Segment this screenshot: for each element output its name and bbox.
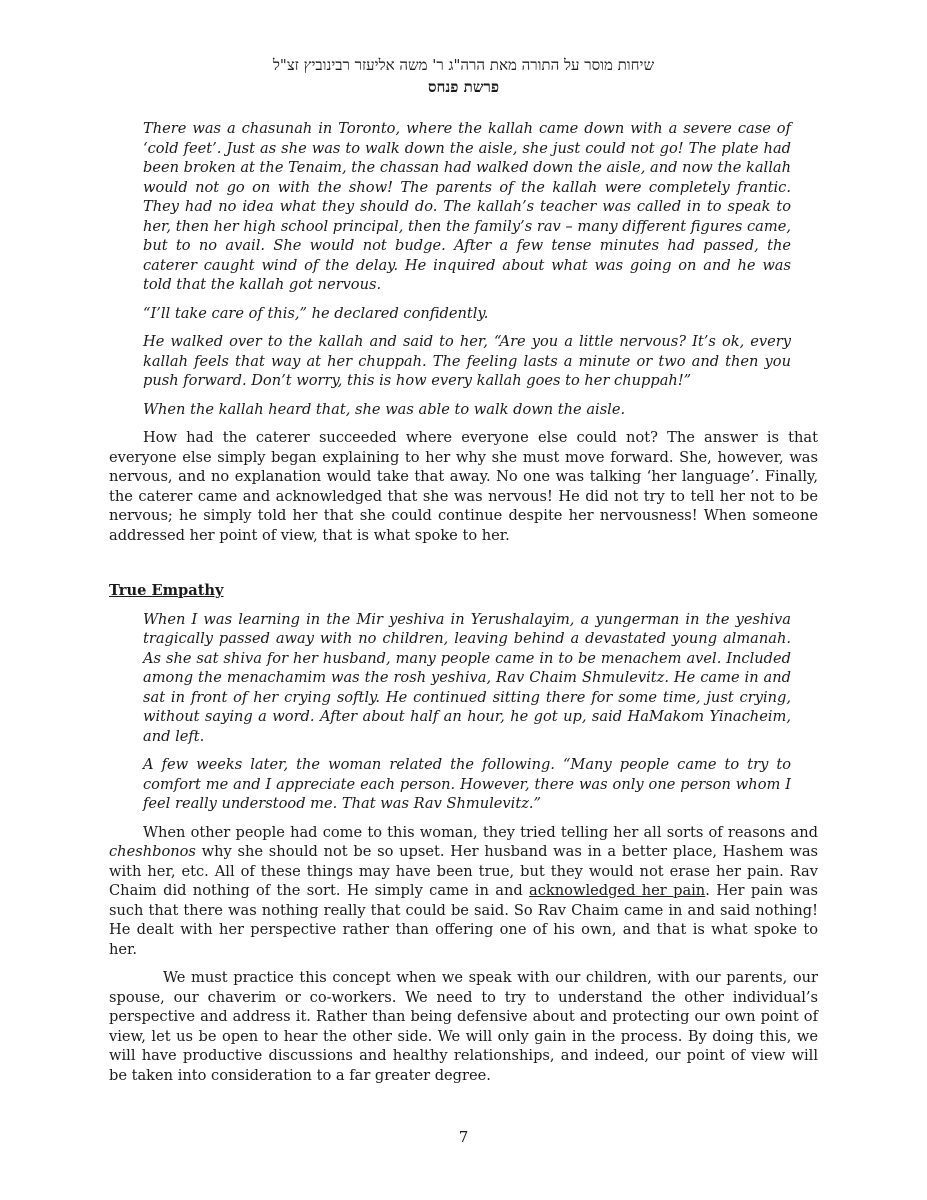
story-quote-woman-relates: A few weeks later, the woman related the following. “Many people came to try to comfort me and I appreciate each person. However, there was only one person whom I feel really understood me. That was Rav Shmulevitz.” <box>143 756 791 812</box>
cheshbonos-term: cheshbonos <box>109 843 196 860</box>
empathy-text-end: . Her pain was such that there was nothing really that could be said. So Rav Chaim came in and said nothing! He dealt with her perspective rather than offering one of his own, and that is what spoke to her. <box>109 882 819 958</box>
header-title: שיחות מוסר על התורה מאת הרה"ג ר' משה אליעזר רבינוביץ זצ"ל <box>272 56 655 74</box>
acknowledged-pain-underlined: acknowledged her pain <box>529 882 706 899</box>
empathy-text-start: When other people had come to this woman, they tried telling her all sorts of reasons and <box>143 823 818 841</box>
story-quote-mir-yeshiva: When I was learning in the Mir yeshiva in Yerushalayim, a yungerman in the yeshiva tragically passed away with no children, leaving behind a devastated young almanah. As she sat shiva for her husband, many people came in to be menachem avel. Included among the menachamim was the rosh yeshiva, Rav Chaim Shmulevitz. He came in and sat in front of her crying softly. He continued sitting there for some time, just crying, without saying a word. After about half an hour, he got up, said HaMakom Yinacheim, and left. <box>143 610 791 745</box>
story-quote-caterer-declares: “I’ll take care of this,” he declared confidently. <box>143 304 489 322</box>
running-header <box>0 54 927 98</box>
story-quote-caterer-speaks: He walked over to the kallah and said to her, “Are you a little nervous? It’s ok, every kallah feels that way at her chuppah. The feeling lasts a minute or two and then you push forward. Don’t worry, this is how every kallah goes to her chuppah!” <box>143 333 791 389</box>
explanation-paragraph: How had the caterer succeeded where everyone else could not? The answer is that everyone else simply began explaining to her why she must move forward. She, however, was nervous, and no explanation would take that away. No one was talking ‘her language’. Finally, the caterer came and acknowledged that she was nervous! He did not try to tell her not to be nervous; he simply told her that she could continue despite her nervousness! When someone addressed her point of view, that is what spoke to her. <box>109 429 818 544</box>
story-quote-kallah-walks: When the kallah heard that, she was able to walk down the aisle. <box>143 400 626 418</box>
empathy-text-mid: why she should not be so upset. Her husband was in a better place, Hashem was with her, etc. All of these things may have been true, but they would not erase her pain. Rav Chaim did nothing of the sort. He simply came in and <box>109 843 819 899</box>
header-parsha: פרשת פנחס <box>428 78 499 96</box>
page-body <box>109 119 818 1094</box>
practice-paragraph: We must practice this concept when we speak with our children, with our parents, our spouse, our chaverim or co-workers. We need to try to understand the other individual’s perspective and address it. Rather than being defensive about and protecting our own point of view, let us be open to hear the other side. We will only gain in the process. By doing this, we will have productive discussions and healthy relationships, and indeed, our point of view will be taken into consideration to a far greater degree. <box>109 969 818 1084</box>
section-heading-true-empathy: True Empathy <box>109 582 224 599</box>
story-quote-chasunah: There was a chasunah in Toronto, where the kallah came down with a severe case of ‘cold feet’. Just as she was to walk down the aisle, she just could not go! The plate had been broken at the Tenaim, the chassan had walked down the aisle, and now the kallah would not go on with the show! The parents of the kallah were completely frantic. They had no idea what they should do. The kallah’s teacher was called in to speak to her, then her high school principal, then the family’s rav – many different figures came, but to no avail. She would not budge. After a few tense minutes had passed, the caterer caught wind of the delay. He inquired about what was going on and he was told that the kallah got nervous. <box>143 120 791 293</box>
empathy-paragraph <box>109 823 818 960</box>
page-number: 7 <box>458 1128 469 1146</box>
